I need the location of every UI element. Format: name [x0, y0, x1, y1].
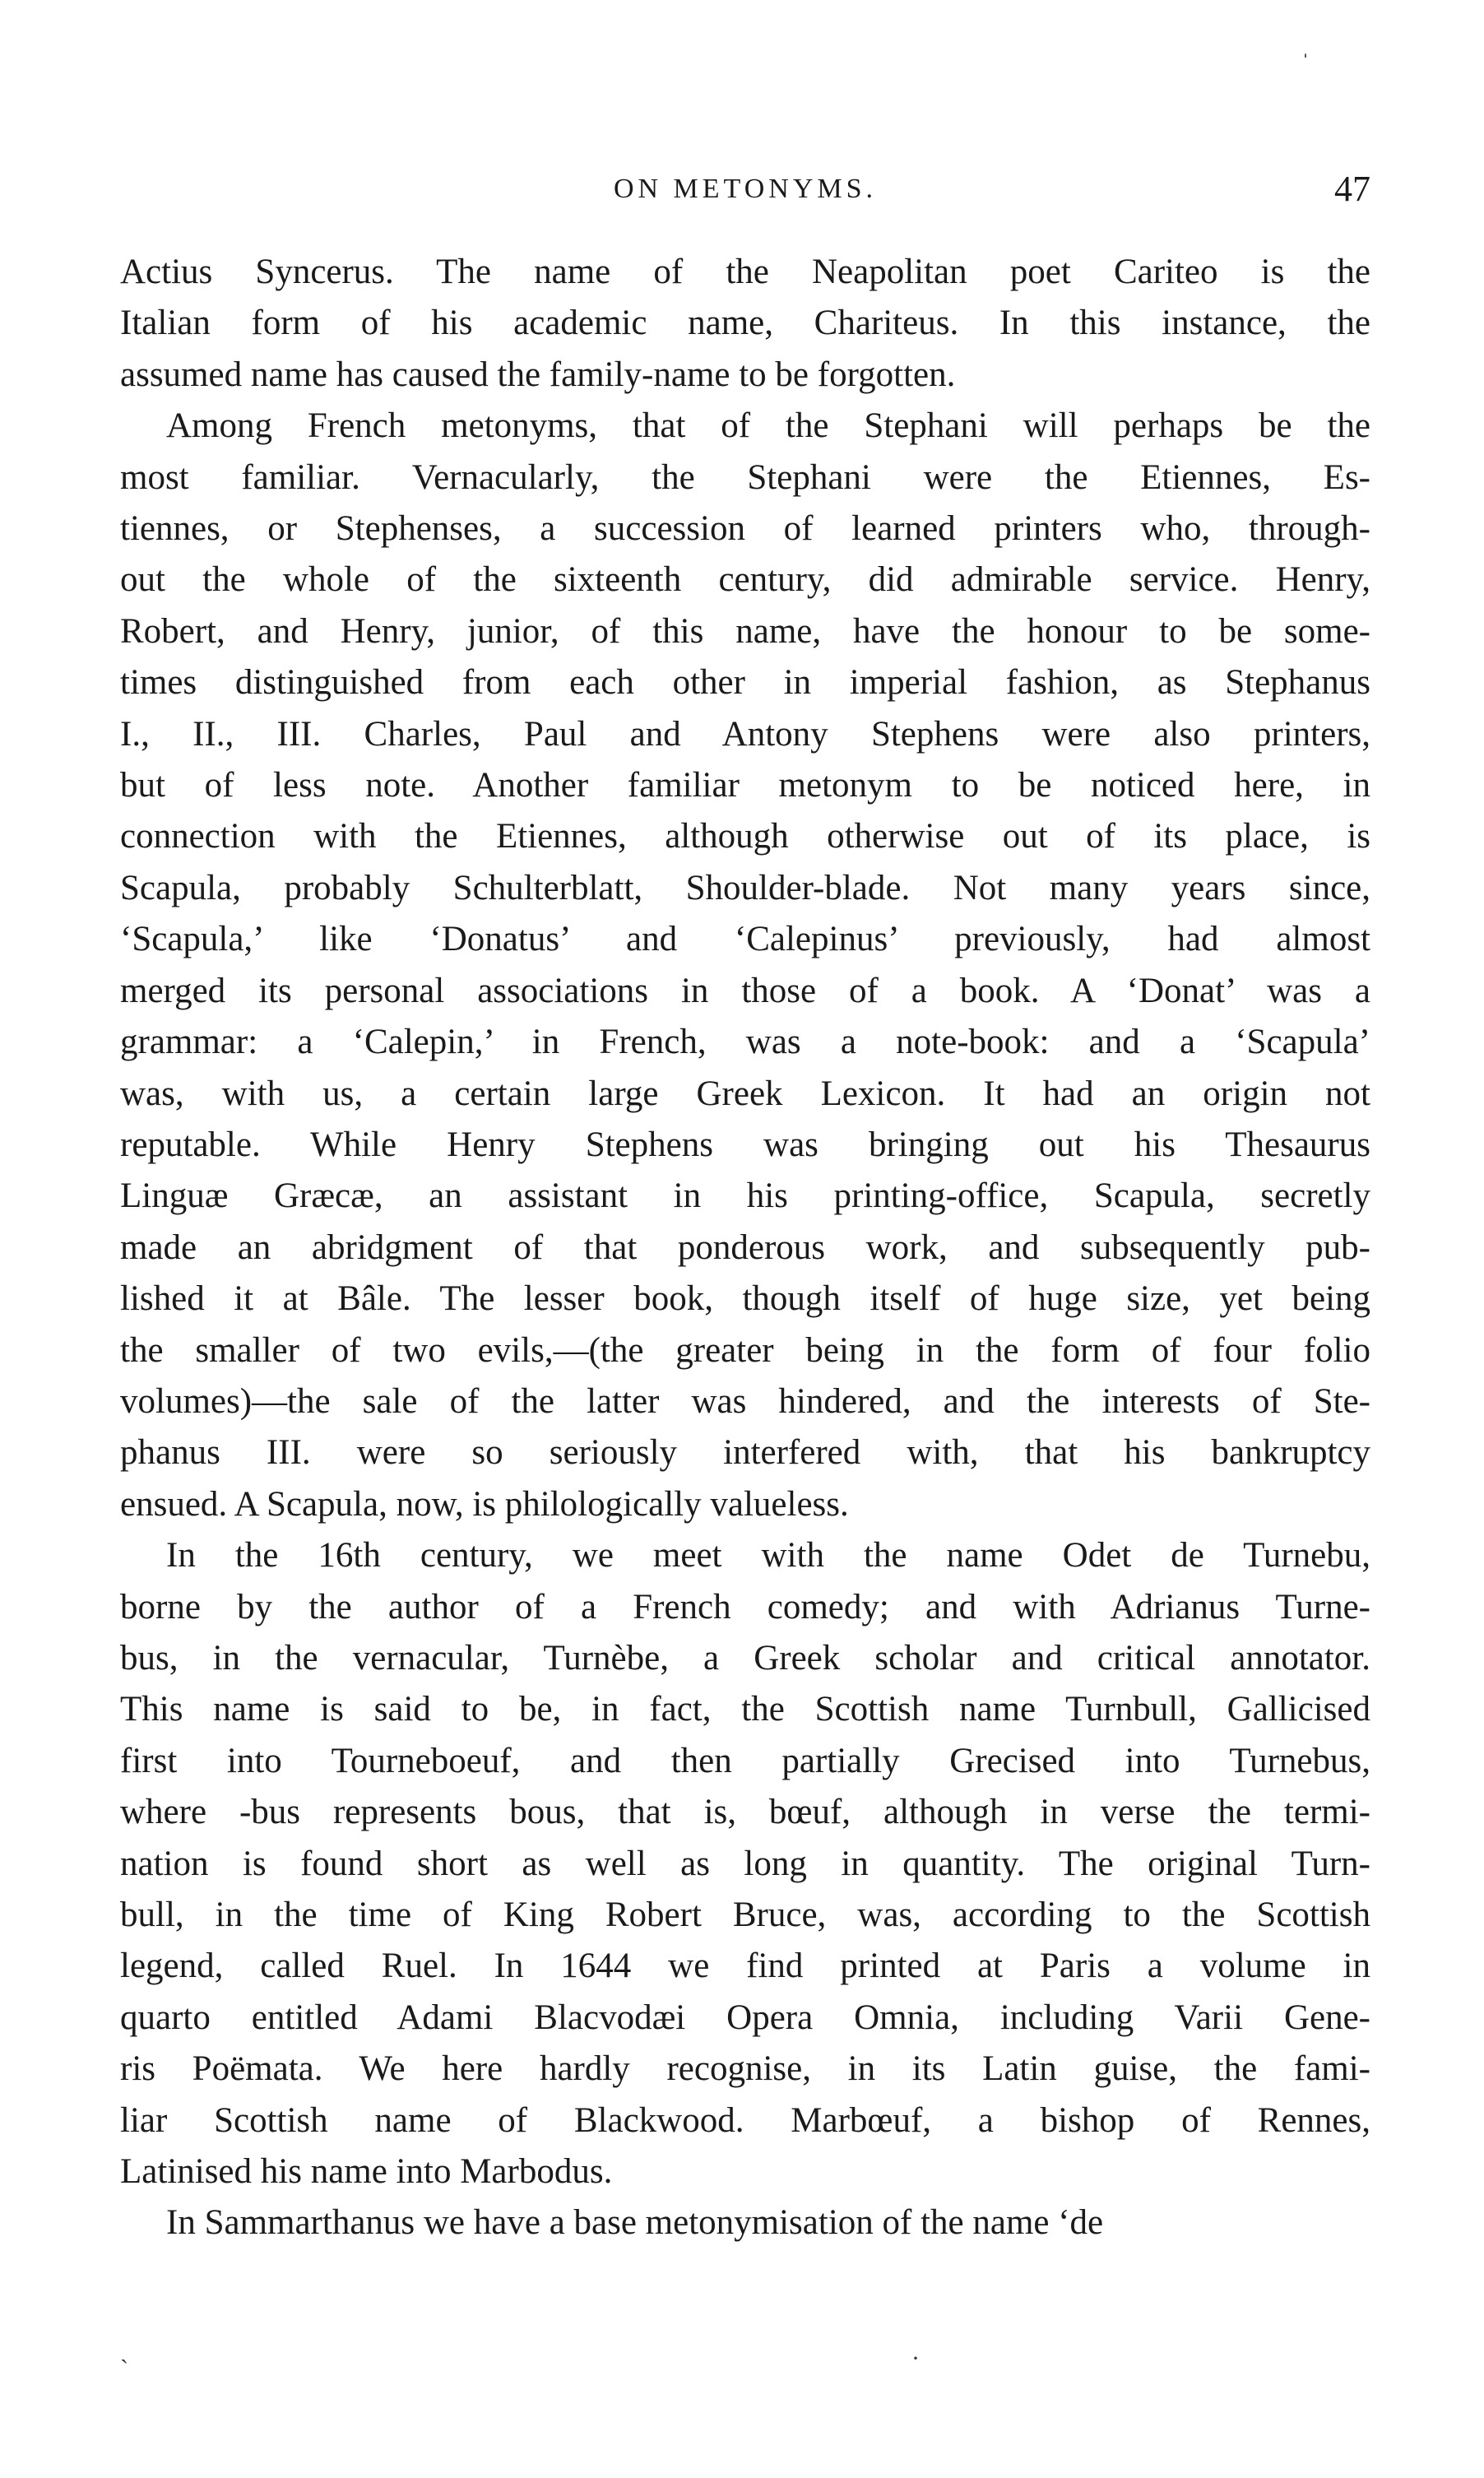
text-line: Linguæ Græcæ, an assistant in his printing-office, Scapula, secretly — [120, 1176, 1370, 1216]
text-line: reputable. While Henry Stephens was bringing out his Thesaurus — [120, 1125, 1370, 1164]
text-line: Among French metonyms, that of the Stephani will perhaps be the — [166, 406, 1370, 446]
text-line: volumes)—the sale of the latter was hindered, and the interests of Ste- — [120, 1381, 1370, 1421]
printing-speck: ˎ — [120, 2336, 128, 2364]
text-line: tiennes, or Stephenses, a succession of learned printers who, through- — [120, 509, 1370, 549]
text-line: made an abridgment of that ponderous work, and subsequently pub- — [120, 1227, 1370, 1267]
text-line: most familiar. Vernacularly, the Stephani were the Etiennes, Es- — [120, 457, 1370, 497]
text-line: was, with us, a certain large Greek Lexicon. It had an origin not — [120, 1074, 1370, 1113]
text-line: nation is found short as well as long in quantity. The original Turn- — [120, 1844, 1370, 1883]
text-line: This name is said to be, in fact, the Scottish name Turnbull, Gallicised — [120, 1690, 1370, 1729]
text-line: out the whole of the sixteenth century, did admirable service. Henry, — [120, 560, 1370, 600]
printing-speck: ˈ — [1301, 49, 1310, 77]
text-line: lished it at Bâle. The lesser book, though itself of huge size, yet being — [120, 1279, 1370, 1319]
paragraph — [120, 401, 1370, 1530]
printing-speck: · — [911, 2345, 920, 2372]
text-line: Scapula, probably Schulterblatt, Shoulder-blade. Not many years since, — [120, 868, 1370, 907]
text-line: but of less note. Another familiar metonym to be noticed here, in — [120, 766, 1370, 805]
paragraph — [120, 2197, 1370, 2248]
text-line: ‘Scapula,’ like ‘Donatus’ and ‘Calepinus’ previously, had almost — [120, 920, 1370, 959]
text-line: bus, in the vernacular, Turnèbe, a Greek scholar and critical annotator. — [120, 1638, 1370, 1678]
text-line: bull, in the time of King Robert Bruce, was, according to the Scottish — [120, 1896, 1370, 1934]
text-line: first into Tourneboeuf, and then partially Grecised into Turnebus, — [120, 1741, 1370, 1780]
text-line: grammar: a ‘Calepin,’ in French, was a note-book: and a ‘Scapula’ — [120, 1023, 1370, 1062]
paragraph — [120, 1530, 1370, 2197]
text-line: legend, called Ruel. In 1644 we find printed at Paris a volume in — [120, 1947, 1370, 1986]
body-text — [120, 247, 1370, 2249]
text-line: quarto entitled Adami Blacvodæi Opera Omnia, including Varii Gene- — [120, 1998, 1370, 2037]
text-line: ris Poëmata. We here hardly recognise, in its Latin guise, the fami- — [120, 2049, 1370, 2089]
text-line: connection with the Etiennes, although otherwise out of its place, is — [120, 817, 1370, 856]
text-line: phanus III. were so seriously interfered with, that his bankruptcy — [120, 1433, 1370, 1473]
text-line: Latinised his name into Marbodus. — [120, 2152, 613, 2192]
paragraph — [120, 247, 1370, 401]
text-line: where -bus represents bous, that is, bœuf, although in verse the termi- — [120, 1793, 1370, 1832]
text-line: merged its personal associations in those of a book. A ‘Donat’ was a — [120, 971, 1370, 1010]
text-line: borne by the author of a French comedy; and with Adrianus Turne- — [120, 1587, 1370, 1626]
text-line: ensued. A Scapula, now, is philologically valueless. — [120, 1484, 849, 1524]
page-header — [120, 165, 1370, 214]
page-number: 47 — [1334, 169, 1370, 209]
text-line: the smaller of two evils,—(the greater being in the form of four folio — [120, 1330, 1370, 1370]
text-line: Actius Syncerus. The name of the Neapolitan poet Cariteo is the — [120, 253, 1370, 291]
running-head: ON METONYMS. — [613, 174, 878, 204]
text-line: Robert, and Henry, junior, of this name, have the honour to be some- — [120, 611, 1370, 651]
text-line: times distinguished from each other in imperial fashion, as Stephanus — [120, 663, 1370, 703]
text-line: In the 16th century, we meet with the name Odet de Turnebu, — [166, 1536, 1370, 1575]
text-line: In Sammarthanus we have a base metonymisation of the name ‘de — [166, 2203, 1104, 2243]
text-line: Italian form of his academic name, Chariteus. In this instance, the — [120, 304, 1370, 343]
text-line: I., II., III. Charles, Paul and Antony Stephens were also printers, — [120, 714, 1370, 754]
text-line: assumed name has caused the family-name to be forgotten. — [120, 355, 956, 394]
text-line: liar Scottish name of Blackwood. Marbœuf, a bishop of Rennes, — [120, 2100, 1370, 2140]
